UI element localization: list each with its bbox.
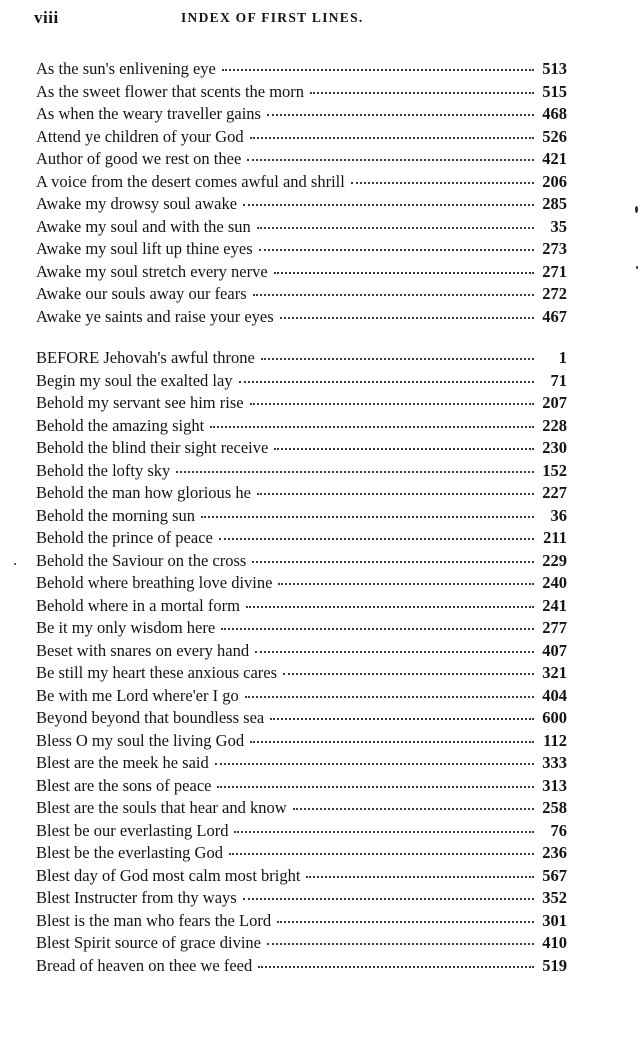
first-line-text: Beset with snares on every hand (36, 640, 250, 660)
dot-leader (274, 271, 534, 274)
dot-leader (278, 582, 534, 585)
index-entry (36, 171, 567, 194)
first-line-text: Behold my servant see him rise (36, 393, 244, 412)
first-line-text: Awake our souls away our fears (36, 284, 247, 303)
hymn-number: 515 (542, 81, 567, 101)
hymn-number: 76 (550, 820, 567, 840)
index-entry (36, 58, 567, 81)
hymn-number: 301 (542, 910, 567, 930)
dot-leader (306, 875, 534, 878)
index-entry (36, 842, 567, 865)
hymn-number: 230 (542, 438, 567, 457)
hymn-number: 206 (542, 171, 567, 191)
first-line-text: As the sweet flower that scents the morn (36, 81, 305, 101)
dot-leader (259, 248, 534, 251)
first-line-text: Behold where breathing love divine (36, 573, 273, 592)
index-entry (36, 550, 567, 573)
hymn-number: 410 (542, 933, 567, 952)
index-entry (36, 887, 567, 910)
first-line-text: Behold the prince of peace (36, 528, 213, 547)
index-entry (36, 283, 567, 306)
hymn-number: 526 (542, 126, 567, 146)
index-entry (36, 415, 567, 438)
first-line-text: Be with me Lord where'er I go (36, 685, 239, 705)
first-line-text: Begin my soul the exalted lay (36, 370, 233, 390)
first-line-text: Be it my only wisdom here (36, 618, 216, 637)
first-line-text: Behold the Saviour on the cross (36, 550, 247, 570)
first-line-text: Blest are the souls that hear and know (36, 798, 287, 817)
running-head: INDEX OF FIRST LINES. (181, 10, 364, 25)
index-section-b (36, 347, 567, 977)
dot-leader (176, 470, 534, 473)
dot-leader (215, 762, 534, 765)
first-line-text: Blest Spirit source of grace divine (36, 933, 261, 952)
page-number: viii (34, 8, 59, 27)
index-entry (36, 640, 567, 663)
index-entry (36, 216, 567, 239)
hymn-number: 35 (550, 216, 567, 236)
first-line-text: Beyond beyond that boundless sea (36, 708, 265, 727)
dot-leader (243, 897, 534, 900)
dot-leader (280, 316, 534, 319)
hymn-number: 272 (542, 284, 567, 303)
index-entry (36, 865, 567, 888)
print-speck (14, 563, 16, 565)
dot-leader (283, 672, 534, 675)
hymn-number: 421 (542, 149, 567, 168)
first-line-text: Behold the amazing sight (36, 415, 205, 435)
hymn-number: 241 (542, 595, 567, 615)
index-entry (36, 347, 567, 370)
first-line-text: Blest be the everlasting God (36, 843, 223, 862)
hymn-number: 258 (542, 798, 567, 817)
index-section-a (36, 58, 567, 328)
hymn-number: 152 (542, 460, 567, 480)
dot-leader (250, 136, 534, 139)
hymn-number: 271 (542, 261, 567, 281)
first-line-text: A voice from the desert comes awful and shrill (36, 171, 345, 191)
dot-leader (252, 560, 534, 563)
dot-leader (267, 942, 534, 945)
first-line-text: Blest are the sons of peace (36, 775, 212, 795)
first-line-text: Behold where in a mortal form (36, 595, 240, 615)
hymn-number: 240 (542, 573, 567, 592)
dot-leader (250, 402, 534, 405)
dot-leader (250, 740, 534, 743)
dot-leader (210, 425, 534, 428)
dot-leader (270, 717, 534, 720)
index-entry (36, 797, 567, 820)
dot-leader (219, 537, 534, 540)
dot-leader (253, 293, 534, 296)
dot-leader (258, 965, 534, 968)
index-entry (36, 955, 567, 978)
first-line-text: Bless O my soul the living God (36, 730, 245, 750)
dot-leader (222, 68, 534, 71)
dot-leader (221, 627, 534, 630)
first-line-text: Bread of heaven on thee we feed (36, 955, 253, 975)
dot-leader (239, 380, 534, 383)
dot-leader (267, 113, 534, 116)
index-entry (36, 193, 567, 216)
index-entry (36, 392, 567, 415)
first-line-text: Blest are the meek he said (36, 753, 209, 772)
dot-leader (257, 226, 534, 229)
dot-leader (351, 181, 534, 184)
first-line-text: As the sun's enlivening eye (36, 59, 216, 78)
index-entry (36, 572, 567, 595)
first-line-text: Behold the man how glorious he (36, 483, 251, 502)
dot-leader (293, 807, 534, 810)
hymn-number: 285 (542, 194, 567, 213)
index-entry (36, 752, 567, 775)
dot-leader (243, 203, 534, 206)
hymn-number: 277 (542, 618, 567, 637)
index-entry (36, 617, 567, 640)
index-entry (36, 460, 567, 483)
dot-leader (234, 830, 534, 833)
hymn-number: 211 (543, 528, 567, 547)
hymn-number: 227 (542, 483, 567, 502)
hymn-number: 519 (542, 955, 567, 975)
hymn-number: 228 (542, 415, 567, 435)
index-entry (36, 261, 567, 284)
print-speck (636, 266, 638, 269)
hymn-number: 333 (542, 753, 567, 772)
first-line-text: Awake my soul lift up thine eyes (36, 239, 253, 258)
index-entry (36, 527, 567, 550)
hymn-number: 112 (543, 730, 567, 750)
index-entry (36, 910, 567, 933)
index-entry (36, 662, 567, 685)
first-line-text: Behold the blind their sight receive (36, 438, 269, 457)
first-line-text: Awake my drowsy soul awake (36, 194, 238, 213)
dot-leader (274, 447, 534, 450)
first-line-text: Awake my soul and with the sun (36, 216, 251, 236)
first-line-text: Behold the lofty sky (36, 460, 171, 480)
dot-leader (261, 357, 534, 360)
hymn-number: 352 (542, 888, 567, 907)
index-entry (36, 482, 567, 505)
hymn-number: 36 (550, 505, 567, 525)
hymn-number: 313 (542, 775, 567, 795)
hymn-number: 567 (542, 865, 567, 885)
first-line-text: Blest is the man who fears the Lord (36, 910, 272, 930)
index-entry (36, 81, 567, 104)
index-entry (36, 238, 567, 261)
hymn-number: 467 (542, 306, 567, 326)
dot-leader (246, 605, 534, 608)
index-entry (36, 148, 567, 171)
first-line-text: Blest be our everlasting Lord (36, 820, 229, 840)
index-entry (36, 103, 567, 126)
index-entry (36, 685, 567, 708)
hymn-number: 404 (542, 685, 567, 705)
hymn-number: 513 (542, 59, 567, 78)
hymn-number: 71 (550, 370, 567, 390)
first-line-text: Be still my heart these anxious cares (36, 663, 278, 682)
dot-leader (277, 920, 534, 923)
index-entry (36, 370, 567, 393)
index-entry (36, 932, 567, 955)
dot-leader (217, 785, 534, 788)
first-line-text: As when the weary traveller gains (36, 104, 261, 123)
first-line-text: Awake ye saints and raise your eyes (36, 306, 274, 326)
page-header (34, 8, 570, 28)
dot-leader (310, 91, 534, 94)
hymn-number: 1 (558, 348, 567, 367)
hymn-number: 407 (542, 640, 567, 660)
dot-leader (255, 650, 534, 653)
hymn-number: 468 (542, 104, 567, 123)
dot-leader (245, 695, 534, 698)
index-entry (36, 730, 567, 753)
hymn-number: 600 (542, 708, 567, 727)
index-entry (36, 707, 567, 730)
hymn-number: 236 (542, 843, 567, 862)
first-line-text: Blest Instructer from thy ways (36, 888, 237, 907)
index-entry (36, 126, 567, 149)
print-speck (635, 206, 638, 213)
dot-leader (201, 515, 534, 518)
index-entry (36, 820, 567, 843)
first-line-text: Author of good we rest on thee (36, 149, 242, 168)
index-entry (36, 595, 567, 618)
index-entry (36, 437, 567, 460)
first-line-text: Blest day of God most calm most bright (36, 865, 301, 885)
first-line-text: Awake my soul stretch every nerve (36, 261, 268, 281)
first-line-text: Attend ye children of your God (36, 126, 244, 146)
hymn-number: 321 (542, 663, 567, 682)
hymn-number: 273 (542, 239, 567, 258)
first-line-text: Behold the morning sun (36, 505, 196, 525)
index-entry (36, 775, 567, 798)
first-line-text: BEFORE Jehovah's awful throne (36, 348, 255, 367)
index-entry (36, 505, 567, 528)
index-entry (36, 306, 567, 329)
hymn-number: 207 (542, 393, 567, 412)
dot-leader (247, 158, 534, 161)
dot-leader (257, 492, 534, 495)
hymn-number: 229 (542, 550, 567, 570)
dot-leader (229, 852, 534, 855)
